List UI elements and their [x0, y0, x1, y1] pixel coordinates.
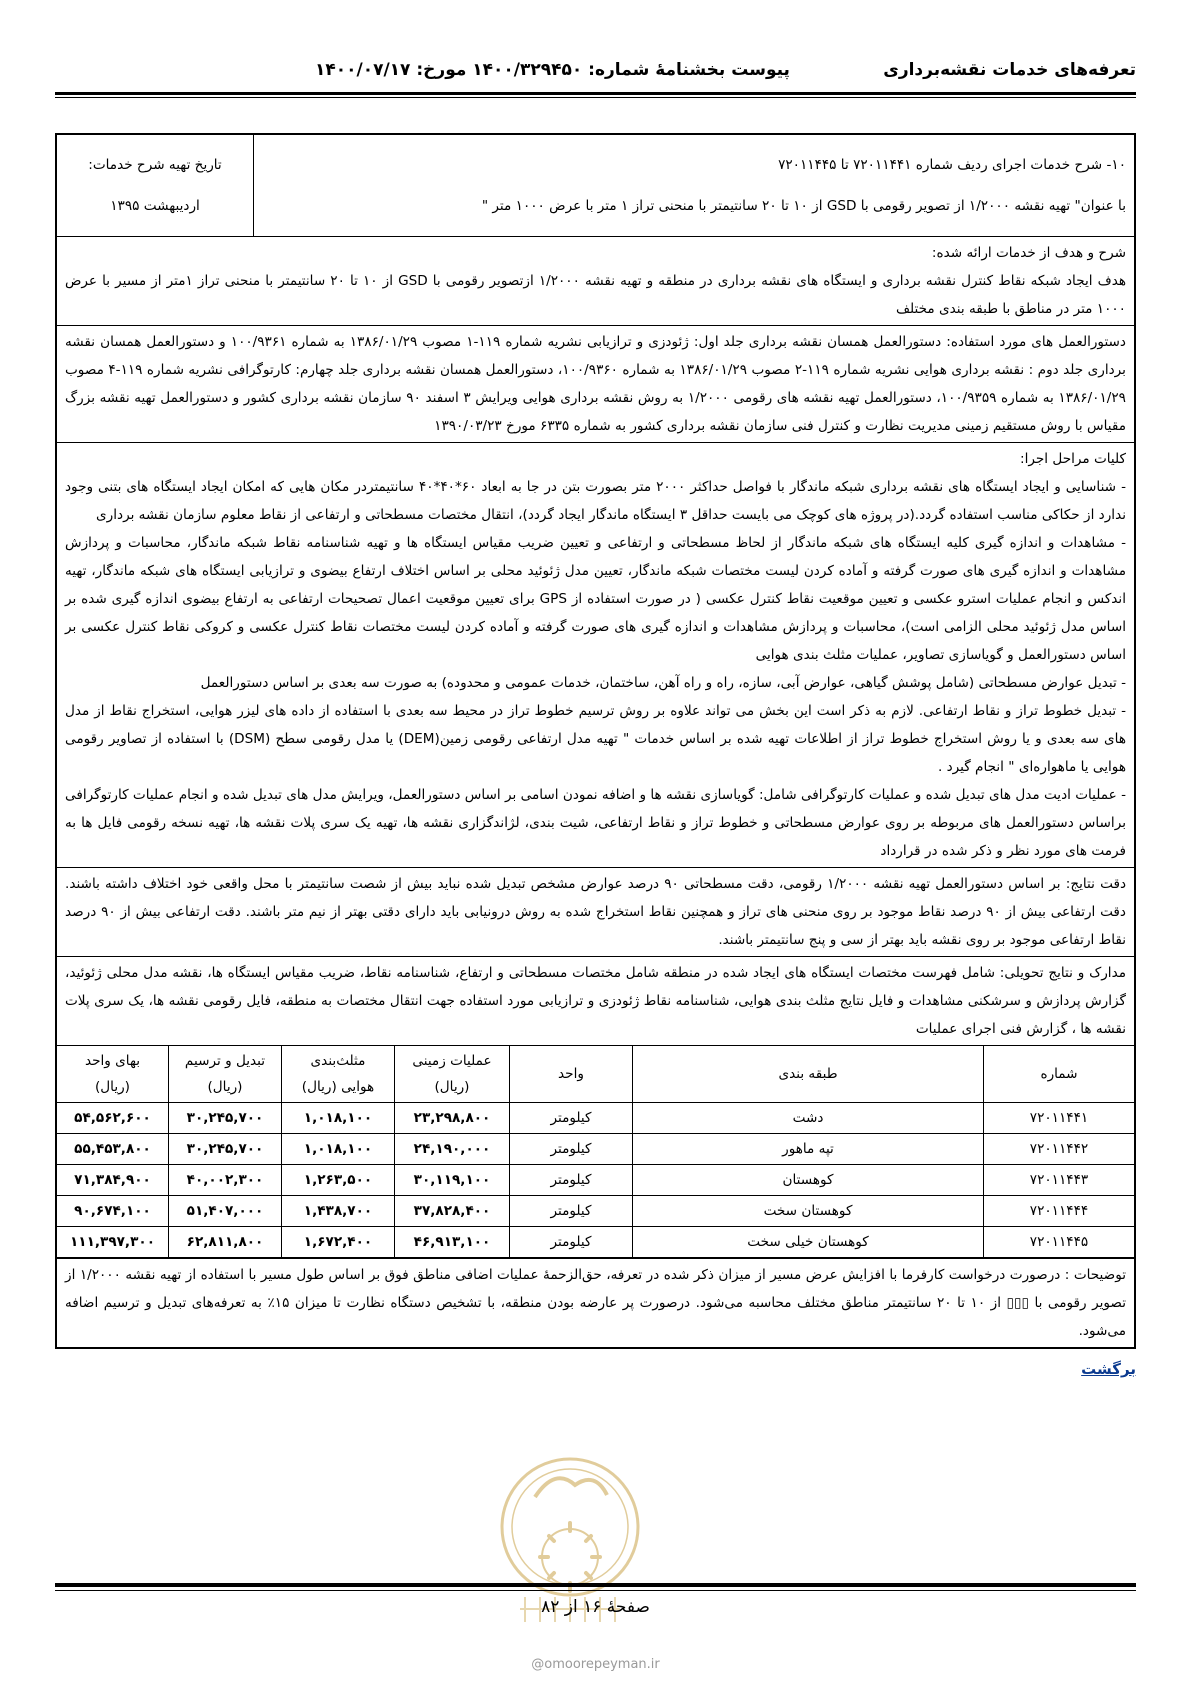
row-aero-cost: ۱,۶۷۲,۴۰۰ — [282, 1226, 395, 1257]
standards-section — [57, 326, 1134, 443]
row-class: دشت — [633, 1102, 984, 1133]
row-number: ۷۲۰۱۱۴۴۲ — [984, 1133, 1135, 1164]
row-number: ۷۲۰۱۱۴۴۵ — [984, 1226, 1135, 1257]
service-title-line2: با عنوان" تهیه نقشه ۱/۲۰۰۰ از تصویر رقومی با GSD از ۱۰ تا ۲۰ سانتیمتر با منحنی تراز ۱ متر با عرض ۱۰۰۰ متر " — [481, 198, 1126, 215]
col-header-aero — [282, 1046, 395, 1103]
accuracy-text: دقت نتایج: بر اساس دستورالعمل تهیه نقشه ۱/۲۰۰۰ رقومی، دقت مسطحاتی ۹۰ درصد عوارض مشخص تبدیل شده نباید بیش از شصت سانتیمتر با محل واقعی خود اختلاف داشته باشند. دقت ارتفاعی بیش از ۹۰ درصد نقاط موجود بر روی منحنی های تراز و همچنین نقاط استخراج شده به روش درونیابی باید دارای دقتی بهتر از نیم متر باشند. دقت ارتفاعی بیش از ۹۰ درصد نقاط ارتفاعی موجود بر روی نقشه باید بهتر از سی و پنج سانتیمتر باشند. — [65, 875, 1126, 948]
col-header-aero-unit: هوایی (ریال) — [301, 1078, 375, 1095]
tariff-table — [57, 1046, 1134, 1258]
row-aero-cost: ۱,۰۱۸,۱۰۰ — [282, 1102, 395, 1133]
row-ground-cost: ۲۴,۱۹۰,۰۰۰ — [395, 1133, 510, 1164]
footer-rule — [55, 1583, 1136, 1587]
back-link[interactable]: برگشت — [1081, 1360, 1136, 1378]
row-aero-cost: ۱,۴۳۸,۷۰۰ — [282, 1195, 395, 1226]
row-unit: کیلومتر — [510, 1133, 633, 1164]
col-header-ground-unit: (ریال) — [434, 1078, 470, 1095]
notes-text: توضیحات : درصورت درخواست کارفرما با افزایش عرض مسیر از میزان ذکر شده در تعرفه، حق‌الزحمهٔ عملیات اضافی مناطق فوق بر اساس طول مسیر با استفاده از تهیه نقشه ۱/۲۰۰۰ از تصویر رقومی با ▯▯▯ از ۱۰ تا ۲۰ سانتیمتر مناطق مختلف محاسبه می‌شود. درصورت پر عارضه بودن منطقه، با تشخیص دستگاه نظارت تا میزان ۱۵٪ به تعرفه‌های تبدیل و ترسیم اضافه می‌شود. — [65, 1266, 1126, 1339]
col-header-price-unit: (ریال) — [95, 1078, 130, 1095]
purpose-heading: شرح و هدف از خدمات ارائه شده: — [931, 244, 1126, 261]
row-number: ۷۲۰۱۱۴۴۱ — [984, 1102, 1135, 1133]
row-unit: کیلومتر — [510, 1226, 633, 1257]
col-header-conversion — [169, 1046, 282, 1103]
col-header-unit: واحد — [510, 1046, 633, 1103]
table-row — [57, 1195, 1134, 1226]
row-class: کوهستان خیلی سخت — [633, 1226, 984, 1257]
steps-section — [57, 443, 1134, 868]
col-header-price — [57, 1046, 169, 1103]
row-aero-cost: ۱,۲۶۳,۵۰۰ — [282, 1164, 395, 1195]
notes-section — [57, 1258, 1134, 1347]
header-rule-thin — [55, 97, 1136, 98]
row-number: ۷۲۰۱۱۴۴۳ — [984, 1164, 1135, 1195]
row-unit-price: ۵۴,۵۶۲,۶۰۰ — [57, 1102, 169, 1133]
service-title-row — [57, 135, 1134, 237]
document-title: تعرفه‌های خدمات نقشه‌برداری — [883, 60, 1136, 80]
row-unit: کیلومتر — [510, 1102, 633, 1133]
table-row — [57, 1164, 1134, 1195]
row-class: کوهستان — [633, 1164, 984, 1195]
row-unit: کیلومتر — [510, 1164, 633, 1195]
row-conversion-cost: ۶۲,۸۱۱,۸۰۰ — [169, 1226, 282, 1257]
row-class: کوهستان سخت — [633, 1195, 984, 1226]
steps-heading: کلیات مراحل اجرا: — [1020, 450, 1126, 467]
col-header-conversion-label: تبدیل و ترسیم — [184, 1052, 266, 1069]
row-number: ۷۲۰۱۱۴۴۴ — [984, 1195, 1135, 1226]
row-conversion-cost: ۵۱,۴۰۷,۰۰۰ — [169, 1195, 282, 1226]
row-unit-price: ۷۱,۳۸۴,۹۰۰ — [57, 1164, 169, 1195]
preparation-date-value: اردیبهشت ۱۳۹۵ — [110, 198, 200, 215]
row-ground-cost: ۳۷,۸۲۸,۴۰۰ — [395, 1195, 510, 1226]
step-item: - تبدیل خطوط تراز و نقاط ارتفاعی. لازم به ذکر است این بخش می تواند علاوه بر روش ترسیم خطوط تراز در محیط سه بعدی با استفاده از داده های لیزر هوایی، استخراج نقاط از مدل های سه بعدی و یا روش استخراج خطوط تراز از اطلاعات تهیه شده بر اساس خدمات " تهیه مدل ارتفاعی رقومی زمین(DEM) یا مدل رقومی سطح (DSM) با استفاده از تصاویر رقومی هوایی یا ماهواره‌ای " انجام گیرد . — [65, 702, 1126, 775]
purpose-text: هدف ایجاد شبکه نقاط کنترل نقشه برداری و ایستگاه های نقشه برداری در منطقه و تهیه نقشه ۱/۲۰۰۰ ازتصویر رقومی با GSD از ۱۰ تا ۲۰ سانتیمتر با منحنی تراز ۱متر از مسیر با عرض ۱۰۰۰ متر در مناطق با طبقه بندی مختلف — [65, 272, 1126, 317]
footer-rule-thin — [55, 1590, 1136, 1591]
service-title-line1: ۱۰- شرح خدمات اجرای ردیف شماره ۷۲۰۱۱۴۴۱ تا ۷۲۰۱۱۴۴۵ — [778, 156, 1126, 173]
header-rule — [55, 92, 1136, 95]
table-row — [57, 1133, 1134, 1164]
row-conversion-cost: ۴۰,۰۰۲,۳۰۰ — [169, 1164, 282, 1195]
step-item: - عملیات ادیت مدل های تبدیل شده و عملیات کارتوگرافی شامل: گویاسازی نقشه ها و اضافه نمودن اسامی بر اساس دستورالعمل، ویرایش مدل های تبدیل شده و انجام عملیات کارتوگرافی براساس دستورالعمل های مربوطه بر روی عوارض مسطحاتی و خطوط تراز و نقاط ارتفاعی، شیت بندی، لژاندگزاری نقشه ها، تهیه یک سری پلات نقشه ها، تهیه نسخه رقومی فایل ها به فرمت های مورد نظر و ذکر شده در قرارداد — [65, 786, 1126, 859]
col-header-number: شماره — [984, 1046, 1135, 1103]
service-description-box — [55, 133, 1136, 1349]
row-aero-cost: ۱,۰۱۸,۱۰۰ — [282, 1133, 395, 1164]
row-ground-cost: ۲۳,۲۹۸,۸۰۰ — [395, 1102, 510, 1133]
col-header-class: طبقه بندی — [633, 1046, 984, 1103]
page-header — [55, 56, 1136, 90]
table-row — [57, 1226, 1134, 1257]
preparation-date-label: تاریخ تهیه شرح خدمات: — [88, 156, 222, 173]
page-number: صفحهٔ ۱۶ از ۸۲ — [541, 1597, 650, 1617]
deliverables-text: مدارک و نتایج تحویلی: شامل فهرست مختصات ایستگاه های ایجاد شده در منطقه شامل مختصات مسطحاتی و ارتفاع، شناسنامه نقاط، ضریب مقیاس ایستگاه ها، نقشه مدل محلی ژئوئید، گزارش پردازش و سرشکنی مشاهدات و فایل نتایج مثلث بندی هوایی، شناسنامه نقاط ژئودزی و ترازیابی مورد استفاده جهت انتقال مختصات به منطقه، فایل رقومی نقشه ها، یک سری پلات نقشه ها ، گزارش فنی اجرای عملیات — [65, 964, 1126, 1037]
website-watermark: @omoorepeyman.ir — [531, 1657, 660, 1672]
col-header-conversion-unit: (ریال) — [207, 1078, 243, 1095]
col-header-aero-label: مثلث‌بندی — [310, 1052, 366, 1069]
row-unit-price: ۵۵,۴۵۳,۸۰۰ — [57, 1133, 169, 1164]
attachment-reference: پیوست بخشنامهٔ شماره: ۱۴۰۰/۳۲۹۴۵۰ مورخ: ۱۴۰۰/۰۷/۱۷ — [315, 60, 790, 80]
row-unit-price: ۹۰,۶۷۴,۱۰۰ — [57, 1195, 169, 1226]
row-class: تپه ماهور — [633, 1133, 984, 1164]
row-conversion-cost: ۳۰,۲۴۵,۷۰۰ — [169, 1133, 282, 1164]
deliverables-section — [57, 957, 1134, 1046]
col-header-ground-label: عملیات زمینی — [412, 1052, 492, 1069]
accuracy-section — [57, 868, 1134, 957]
purpose-section — [57, 237, 1134, 326]
row-unit-price: ۱۱۱,۳۹۷,۳۰۰ — [57, 1226, 169, 1257]
col-header-price-label: بهای واحد — [84, 1052, 141, 1069]
row-ground-cost: ۳۰,۱۱۹,۱۰۰ — [395, 1164, 510, 1195]
preparation-date-cell — [57, 135, 253, 236]
row-unit: کیلومتر — [510, 1195, 633, 1226]
service-title — [253, 135, 1134, 236]
row-ground-cost: ۴۶,۹۱۳,۱۰۰ — [395, 1226, 510, 1257]
row-conversion-cost: ۳۰,۲۴۵,۷۰۰ — [169, 1102, 282, 1133]
step-item: - مشاهدات و اندازه گیری کلیه ایستگاه های شبکه ماندگار از لحاظ مسطحاتی و ارتفاعی و تعیین ضریب مقیاس ایستگاه ها و تهیه شناسنامه نقاط شبکه ماندگار، محاسبات و پردازش مشاهدات و اندازه گیری های صورت گرفته و آماده کردن لیست مختصات شبکه ماندگار، تعیین مدل ژئوئید محلی بر اساس اختلاف ارتفاع بیضوی و ترازیابی ایستگاه های شبکه ماندگار، تهیه اندکس و انجام عملیات استرو عکسی و تعیین موقعیت نقاط کنترل عکسی ( در صورت استفاده از GPS برای تعیین موقعیت اعمال تصحیحات ارتفاعی به ارتفاع بیضوی اندازه گیری شده بر اساس مدل ژئوئید محلی الزامی است)، محاسبات و پردازش مشاهدات و اندازه گیری های صورت گرفته و آماده کردن لیست مختصات نقاط کنترل عکسی و کروکی نقاط کنترل عکسی بر اساس دستورالعمل و گویاسازی تصاویر، عملیات مثلث بندی هوایی — [65, 534, 1126, 663]
table-row — [57, 1102, 1134, 1133]
step-item: - تبدیل عوارض مسطحاتی (شامل پوشش گیاهی، عوارض آبی، سازه، راه و راه آهن، ساختمان، خدمات عمومی و محدوده) به صورت سه بعدی بر اساس دستورالعمل — [200, 674, 1126, 691]
col-header-ground — [395, 1046, 510, 1103]
standards-text: دستورالعمل های مورد استفاده: دستورالعمل همسان نقشه برداری جلد اول: ژئودزی و ترازیابی نشریه شماره ۱۱۹-۱ مصوب ۱۳۸۶/۰۱/۲۹ به شماره ۱۰۰/۹۳۶۱ و دستورالعمل همسان نقشه برداری جلد دوم : نقشه برداری هوایی نشریه شماره ۱۱۹-۲ مصوب ۱۳۸۶/۰۱/۲۹ به شماره ۱۰۰/۹۳۶۰، دستورالعمل همسان نقشه برداری جلد چهارم: کارتوگرافی نشریه شماره ۱۱۹-۴ مصوب ۱۳۸۶/۰۱/۲۹ به شماره ۱۰۰/۹۳۵۹، دستورالعمل تهیه نقشه های رقومی ۱/۲۰۰۰ به روش نقشه برداری هوایی ویرایش ۳ اسفند ۹۰ سازمان نقشه برداری کشور و دستورالعمل تهیه نقشه بزرگ مقیاس با روش مستقیم زمینی مدیریت نظارت و کنترل فنی سازمان نقشه برداری کشور به شماره ۶۳۳۵ مورخ ۱۳۹۰/۰۳/۲۳ — [65, 333, 1126, 434]
table-header-row — [57, 1046, 1134, 1103]
step-item: - شناسایی و ایجاد ایستگاه های نقشه برداری شبکه ماندگار با فواصل حداکثر ۲۰۰۰ متر بصورت بتن در جا به ابعاد ۶۰*۴۰*۴۰ سانتیمتردر مکان هایی که امکان ایجاد ایستگاه های بتنی وجود ندارد از حکاکی مناسب استفاده گردد.(در پروژه های کوچک می بایست حداقل ۳ ایستگاه ماندگار ایجاد گردد)، انتقال مختصات مسطحاتی و ارتفاعی از نقاط معلوم سازمان نقشه برداری — [65, 478, 1126, 523]
